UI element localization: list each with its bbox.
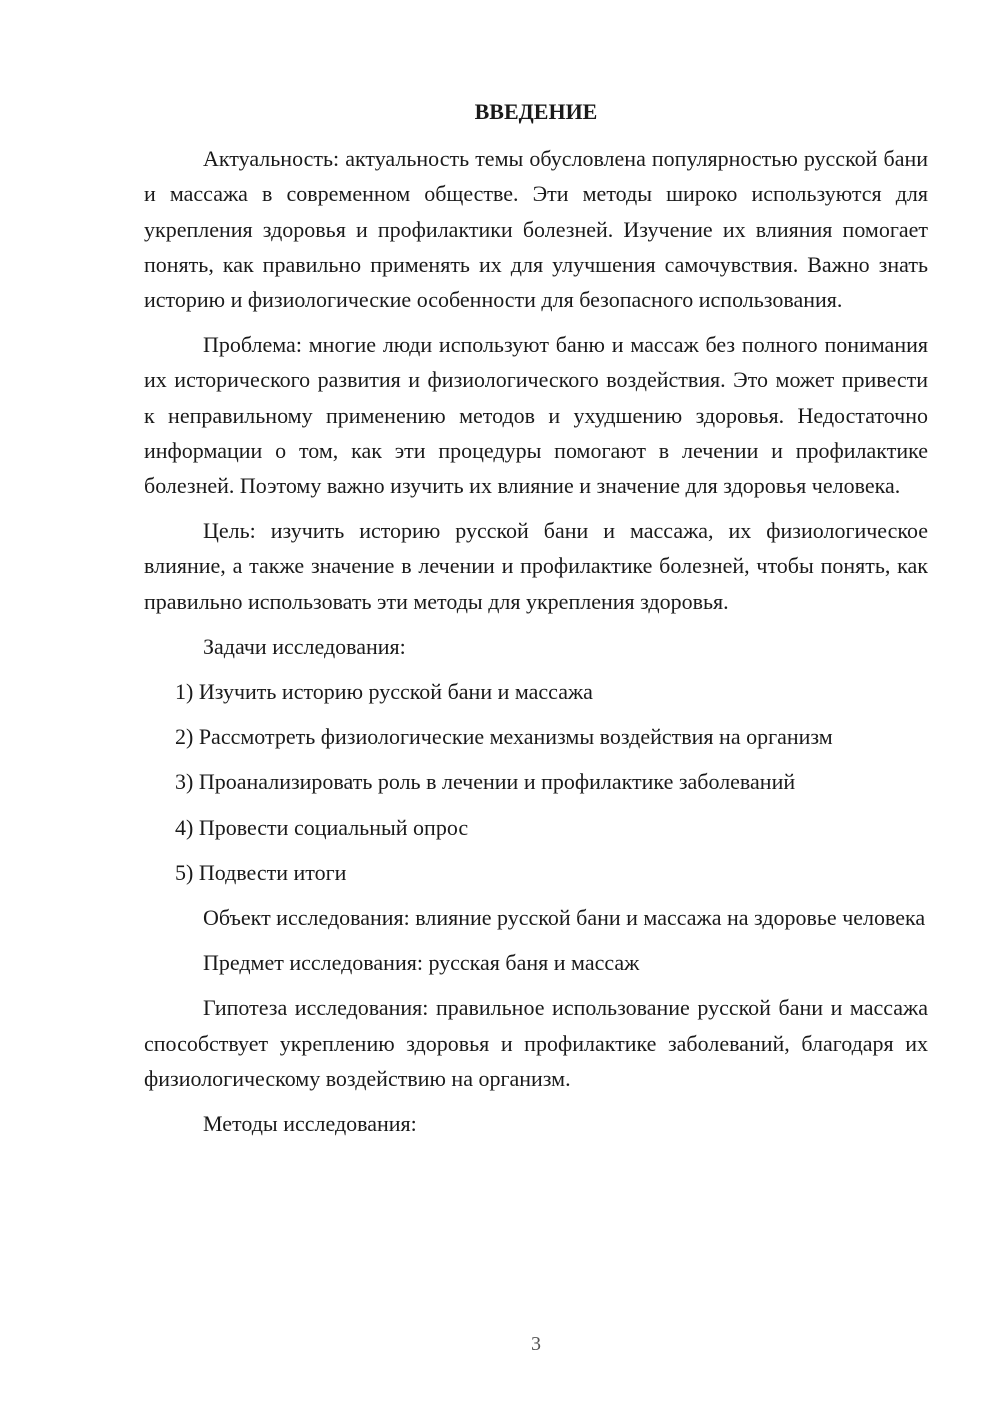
page-number: 3	[531, 1333, 541, 1355]
document-page	[144, 94, 928, 1151]
list-item: 1) Изучить историю русской бани и массажа	[175, 679, 593, 705]
subject-paragraph: Предмет исследования: русская баня и массаж	[203, 950, 640, 976]
tasks-list	[144, 674, 928, 890]
relevance-paragraph: Актуальность: актуальность темы обусловлена популярностью русской бани и массажа в современном обществе. Эти методы широко используются для укрепления здоровья и профилактики болезней. Изучение их влияния помогает понять, как правильно применять их для улучшения самочувствия. Важно знать историю и физиологические особенности для безопасного использования.	[144, 146, 928, 313]
tasks-heading: Задачи исследования:	[203, 633, 406, 659]
list-item: 3) Проанализировать роль в лечении и профилактике заболеваний	[175, 769, 796, 795]
list-item: 4) Провести социальный опрос	[175, 814, 469, 840]
object-paragraph: Объект исследования: влияние русской бани и массажа на здоровье человека	[203, 905, 926, 931]
section-title: ВВЕДЕНИЕ	[474, 99, 598, 124]
list-item: 2) Рассмотреть физиологические механизмы воздействия на организм	[175, 724, 833, 750]
list-item: 5) Подвести итоги	[175, 859, 347, 885]
methods-heading: Методы исследования:	[203, 1111, 417, 1137]
hypothesis-paragraph: Гипотеза исследования: правильное использование русской бани и массажа способствует укреплению здоровья и профилактике заболеваний, благодаря их физиологическому воздействию на организм.	[144, 995, 928, 1091]
goal-paragraph: Цель: изучить историю русской бани и массажа, их физиологическое влияние, а также значение в лечении и профилактике болезней, чтобы понять, как правильно использовать эти методы для укрепления здоровья.	[144, 518, 928, 614]
problem-paragraph: Проблема: многие люди используют баню и массаж без полного понимания их исторического развития и физиологического воздействия. Это может привести к неправильному применению методов и ухудшению здоровья. Недостаточно информации о том, как эти процедуры помогают в лечении и профилактике болезней. Поэтому важно изучить их влияние и значение для здоровья человека.	[144, 332, 928, 499]
